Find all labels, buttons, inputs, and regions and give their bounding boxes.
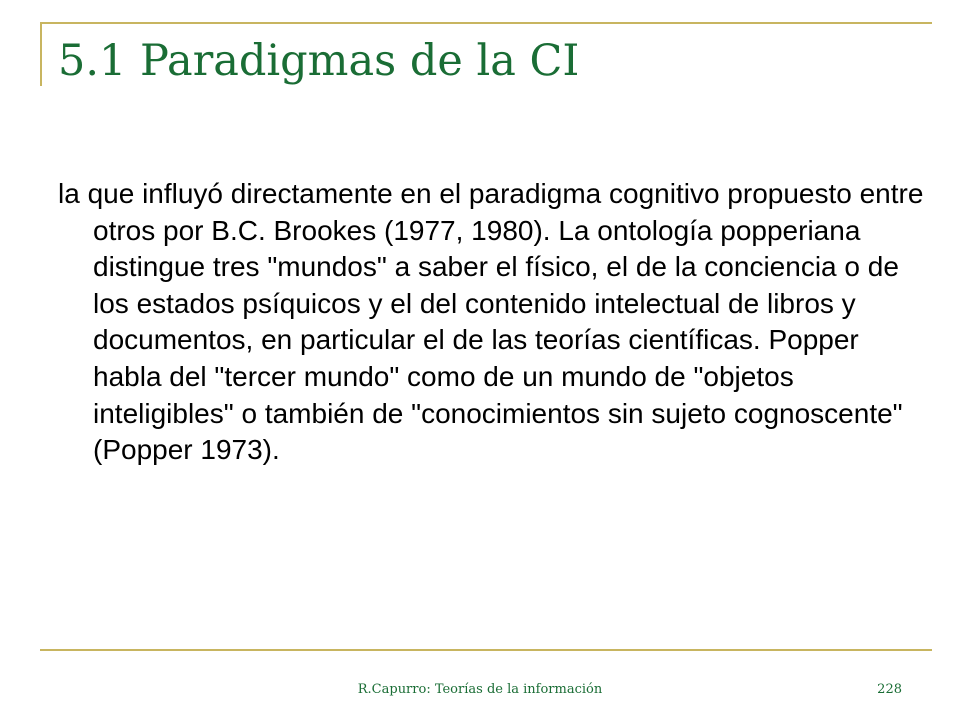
left-accent-line: [40, 22, 42, 86]
page-number: 228: [877, 682, 902, 697]
slide-body-text: la que influyó directamente en el paradigma cognitivo propuesto entre otros por B.C. Brookes (1977, 1980). La ontología popperiana distingue tres "mundos" a saber el físico, el de la conciencia o de los estados psíquicos y el del contenido intelectual de libros y documentos, en particular el de las teorías científicas. Popper habla del "tercer mundo" como de un mundo de "objetos inteligibles" o también de "conocimientos sin sujeto cognoscente" (Popper 1973).: [58, 178, 924, 466]
slide-title: 5.1 Paradigmas de la CI: [58, 36, 580, 86]
footer-text: R.Capurro: Teorías de la información: [357, 682, 603, 697]
top-divider: [40, 22, 932, 24]
bottom-divider: [40, 649, 932, 651]
